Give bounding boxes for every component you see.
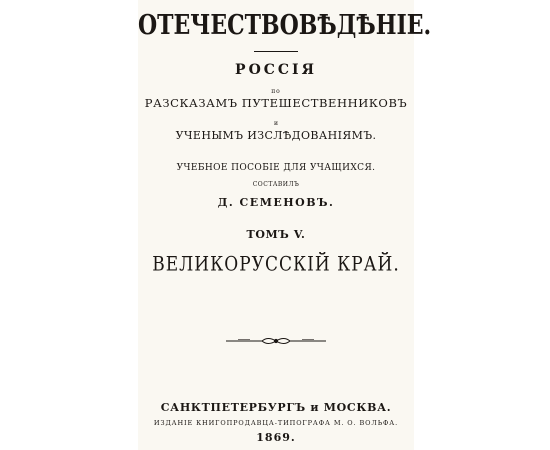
book-subtitle: РОССІЯ (235, 62, 317, 78)
compiled-by-label: СОСТАВИЛЪ (252, 181, 300, 188)
connector-i: и (274, 120, 278, 127)
author-name: Д. СЕМЕНОВЪ. (217, 196, 335, 209)
subtitle-line-research: УЧЕНЫМЪ ИЗСЛѢДОВАНІЯМЪ. (175, 129, 377, 142)
volume-title: ВЕЛИКОРУССКІЙ КРАЙ. (152, 253, 400, 277)
ornamental-rule-icon (224, 334, 328, 348)
title-divider (254, 51, 298, 52)
textbook-note: УЧЕБНОЕ ПОСОБІЕ ДЛЯ УЧАЩИХСЯ. (176, 163, 376, 173)
publisher-line: ИЗДАНІЕ КНИГОПРОДАВЦА-ТИПОГРАФА М. О. ВОЛЬФА. (153, 419, 399, 427)
subtitle-line-travelers: РАЗСКАЗАМЪ ПУТЕШЕСТВЕННИКОВЪ (144, 96, 408, 110)
book-title: ОТЕЧЕСТВОВѢДѢНІЕ. (138, 8, 432, 42)
title-page (138, 0, 432, 450)
publication-year: 1869. (256, 431, 296, 444)
volume-number: ТОМЪ V. (246, 228, 306, 241)
connector-po: по (271, 88, 281, 95)
publication-city: САНКТПЕТЕРБУРГЪ и МОСКВА. (160, 401, 392, 414)
